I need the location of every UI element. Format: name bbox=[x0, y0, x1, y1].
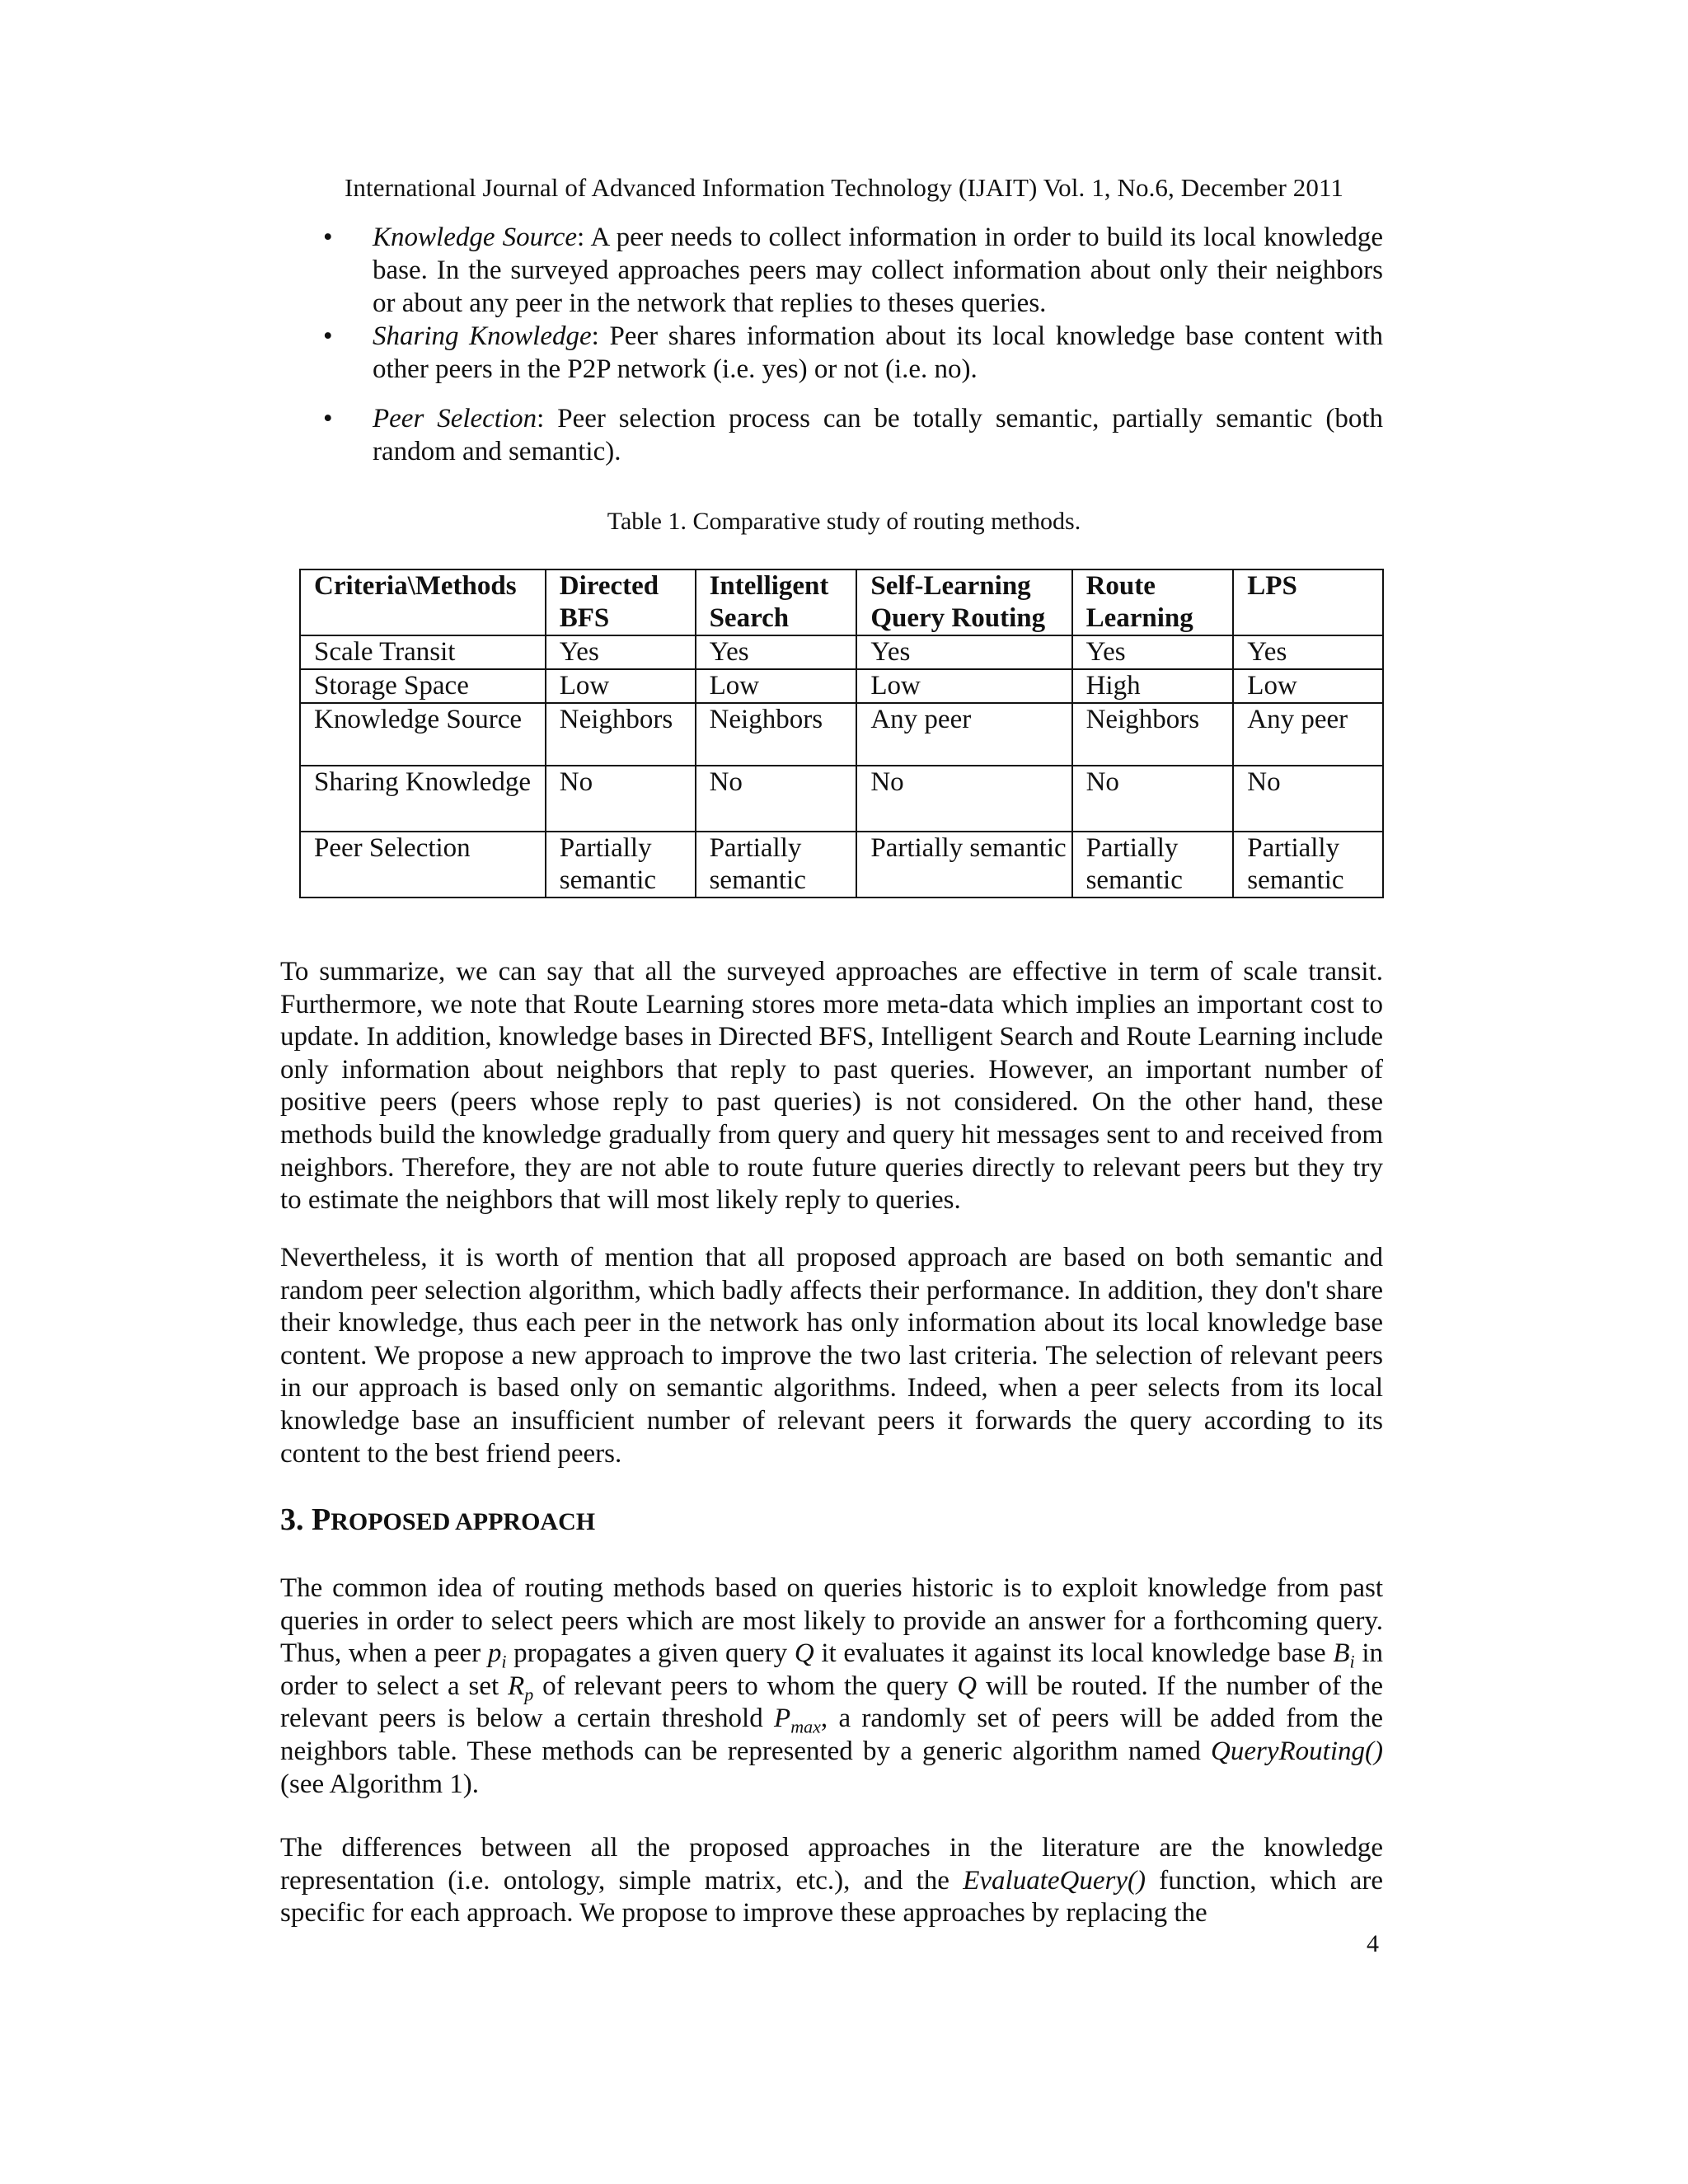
math-symbol: P bbox=[774, 1704, 791, 1734]
table-row bbox=[300, 703, 1383, 766]
section-initial: P bbox=[312, 1502, 331, 1537]
bullet-text: : Peer shares information about its local knowledge base content with other peers in the P2P network (i.e. yes) or not (i.e. no). bbox=[373, 321, 1383, 384]
table-cell: Neighbors bbox=[696, 703, 857, 766]
table-cell: Partially semantic bbox=[696, 832, 857, 898]
function-name: EvaluateQuery() bbox=[963, 1865, 1146, 1896]
table-cell: High bbox=[1072, 669, 1234, 703]
table-caption: Table 1. Comparative study of routing methods. bbox=[607, 508, 1081, 535]
math-subscript: max bbox=[790, 1716, 821, 1737]
table-cell: Knowledge Source bbox=[300, 703, 546, 766]
table-cell: Neighbors bbox=[1072, 703, 1234, 766]
bullet-knowledge-source bbox=[323, 221, 1383, 320]
table-header-cell: Self-Learning Query Routing bbox=[856, 569, 1071, 635]
text-run: in order to select a set bbox=[280, 1638, 1384, 1701]
table-header-cell: Criteria\Methods bbox=[300, 569, 546, 635]
table-cell: Yes bbox=[696, 635, 857, 669]
table-row bbox=[300, 635, 1383, 669]
table-header-cell: Directed BFS bbox=[546, 569, 696, 635]
text-run: it evaluates it against its local knowledge base bbox=[814, 1638, 1334, 1669]
paragraph-summary: To summarize, we can say that all the surveyed approaches are effective in term of scale transit. Furthermore, we note that Route Learning stores more meta-data which implies an important cost to update. In addition, knowledge bases in Directed BFS, Intelligent Search and Route Learning include only information about neighbors that reply to past queries. However, an important number of positive peers (peers whose reply to past queries) is not considered. On the other hand, these methods build the knowledge gradually from query and query hit messages sent to and received from neighbors. Therefore, they are not able to route future queries directly to relevant peers but they try to estimate the neighbors that will most likely reply to queries. bbox=[280, 957, 1383, 1216]
table-cell: Partially semantic bbox=[856, 832, 1071, 898]
table-cell: No bbox=[1233, 766, 1383, 832]
table-cell: Storage Space bbox=[300, 669, 546, 703]
bullet-peer-selection bbox=[323, 402, 1383, 468]
text-run: The common idea of routing methods based on queries historic is to exploit knowledge from past queries in order to select peers which are most likely to provide an answer for a forthcoming query. Thus, when a peer bbox=[280, 1573, 1383, 1669]
bullet-sharing-knowledge bbox=[323, 320, 1383, 386]
table-cell: Low bbox=[1233, 669, 1383, 703]
bullet-text: : A peer needs to collect information in order to build its local knowledge base. In the surveyed approaches peers may collect information about only their neighbors or about any peer in the network that replies to theses queries. bbox=[373, 223, 1383, 318]
math-subscript: i bbox=[1349, 1651, 1355, 1672]
text-run: will be routed. If the number of the relevant peers is below a certain threshold bbox=[280, 1671, 1383, 1734]
table-cell: Low bbox=[546, 669, 696, 703]
table-cell: Yes bbox=[1233, 635, 1383, 669]
table-cell: Low bbox=[696, 669, 857, 703]
math-var bbox=[487, 1638, 507, 1672]
text-run: of relevant peers to whom the query bbox=[533, 1671, 958, 1701]
table-cell: Scale Transit bbox=[300, 635, 546, 669]
bullet-dot-icon: • bbox=[323, 404, 333, 434]
page-number: 4 bbox=[1367, 1930, 1379, 1957]
bullet-term: Sharing Knowledge bbox=[373, 321, 592, 351]
math-symbol: R bbox=[508, 1671, 525, 1701]
bullet-term: Peer Selection bbox=[373, 404, 537, 434]
math-var bbox=[508, 1671, 534, 1705]
section-number: 3. bbox=[280, 1502, 312, 1537]
table-cell: Any peer bbox=[856, 703, 1071, 766]
section-rest: APPROACH bbox=[455, 1508, 596, 1535]
math-var bbox=[774, 1704, 821, 1737]
table-cell: Partially semantic bbox=[546, 832, 696, 898]
table-row bbox=[300, 669, 1383, 703]
table-row bbox=[300, 766, 1383, 832]
section-rest: ROPOSED bbox=[331, 1508, 456, 1535]
math-symbol: Q bbox=[957, 1671, 978, 1701]
table-row bbox=[300, 832, 1383, 898]
text-run: propagates a given query bbox=[506, 1638, 795, 1669]
table-cell: Yes bbox=[1072, 635, 1234, 669]
bullet-term: Knowledge Source bbox=[373, 223, 578, 252]
table-cell: Yes bbox=[546, 635, 696, 669]
table-cell: Neighbors bbox=[546, 703, 696, 766]
table-header-row bbox=[300, 569, 1383, 635]
table-header-cell: Route Learning bbox=[1072, 569, 1234, 635]
math-symbol: p bbox=[487, 1638, 502, 1669]
comparison-table bbox=[299, 569, 1384, 898]
criteria-bullet-list bbox=[323, 221, 1383, 468]
table-cell: No bbox=[1072, 766, 1234, 832]
table-cell: Yes bbox=[856, 635, 1071, 669]
bullet-text: : Peer selection process can be totally semantic, partially semantic (both random and semantic). bbox=[373, 404, 1383, 466]
table-header-cell: LPS bbox=[1233, 569, 1383, 635]
table-cell: Sharing Knowledge bbox=[300, 766, 546, 832]
table-header-cell: Intelligent Search bbox=[696, 569, 857, 635]
section-heading bbox=[280, 1502, 595, 1538]
math-subscript: p bbox=[524, 1684, 534, 1705]
paragraph-common-idea bbox=[280, 1572, 1383, 1801]
paragraph-nevertheless: Nevertheless, it is worth of mention that all proposed approach are based on both semantic and random peer selection algorithm, which badly affects their performance. In addition, they don't share their knowledge, thus each peer in the network has only information about its local knowledge base content. We propose a new approach to improve the two last criteria. The selection of relevant peers in our approach is based only on semantic algorithms. Indeed, when a peer selects from its local knowledge base an insufficient number of relevant peers it forwards the query according to its content to the best friend peers. bbox=[280, 1243, 1383, 1469]
bullet-dot-icon: • bbox=[323, 321, 333, 351]
table-cell: No bbox=[546, 766, 696, 832]
table-cell: Low bbox=[856, 669, 1071, 703]
math-var bbox=[1333, 1638, 1355, 1672]
math-symbol: Q bbox=[794, 1638, 814, 1669]
table-cell: No bbox=[696, 766, 857, 832]
table-cell: Partially semantic bbox=[1233, 832, 1383, 898]
text-run: (see Algorithm 1). bbox=[280, 1769, 480, 1799]
function-name: QueryRouting() bbox=[1211, 1736, 1383, 1766]
math-subscript: i bbox=[501, 1651, 507, 1672]
table-cell: No bbox=[856, 766, 1071, 832]
text-run: The differences between all the proposed approaches in the literature are the knowledge representation (i.e. ontology, simple matrix, etc.), and the bbox=[280, 1833, 1383, 1896]
table-cell: Any peer bbox=[1233, 703, 1383, 766]
table-cell: Peer Selection bbox=[300, 832, 546, 898]
text-run: function, which are specific for each approach. We propose to improve these approaches by replacing the bbox=[280, 1865, 1384, 1929]
bullet-dot-icon: • bbox=[323, 223, 333, 252]
journal-header: International Journal of Advanced Information Technology (IJAIT) Vol. 1, No.6, December 2011 bbox=[345, 173, 1343, 202]
math-symbol: B bbox=[1333, 1638, 1350, 1669]
text-run: , a randomly set of peers will be added from the neighbors table. These methods can be represented by a generic algorithm named bbox=[280, 1704, 1383, 1766]
table-cell: Partially semantic bbox=[1072, 832, 1234, 898]
paragraph-differences bbox=[280, 1832, 1383, 1930]
